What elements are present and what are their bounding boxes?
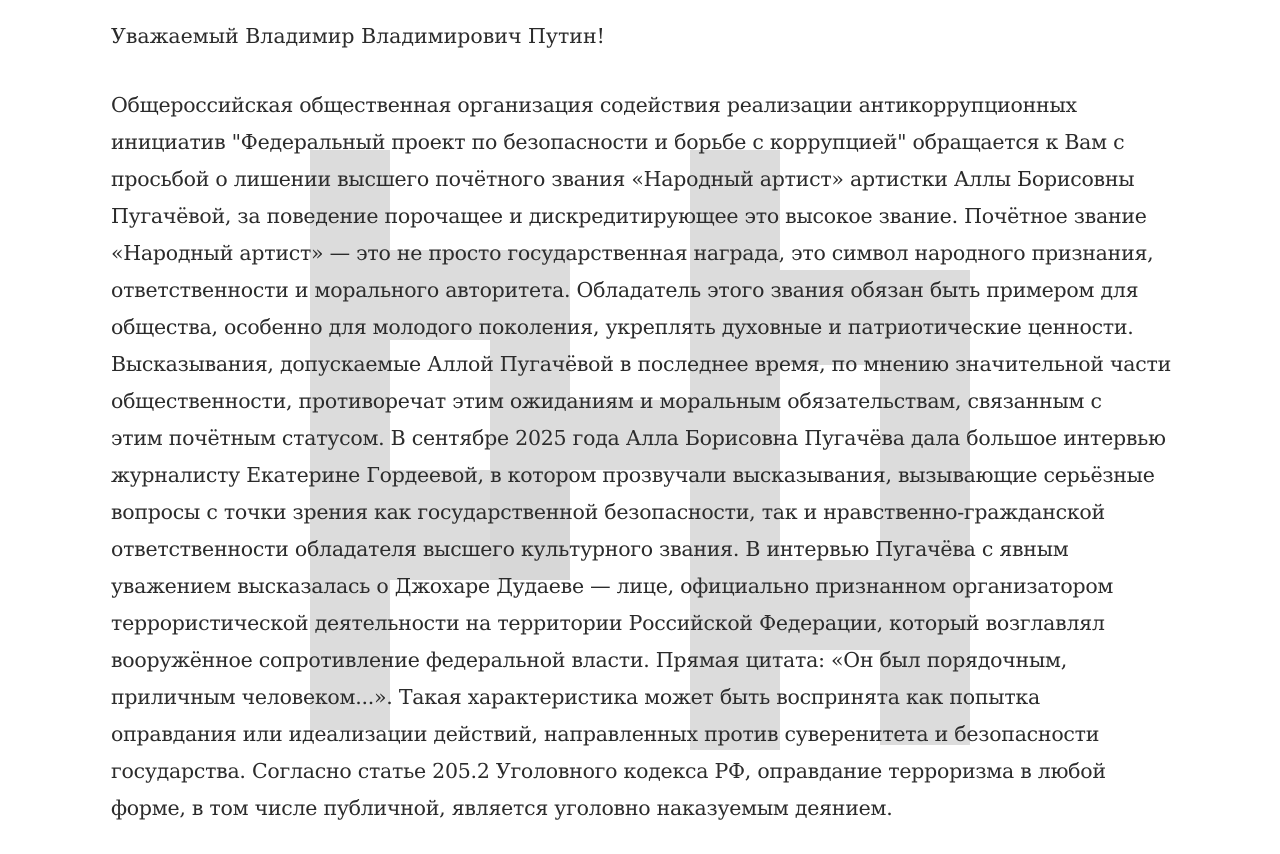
letter-line: оправдания или идеализации действий, направленных против суверенитета и безопасности xyxy=(111,722,1100,746)
letter-line: ответственности обладателя высшего культурного звания. В интервью Пугачёва с явным xyxy=(111,537,1069,561)
letter-line: террористической деятельности на территории Российской Федерации, который возглавлял xyxy=(111,611,1105,635)
letter-line: уважением высказалась о Джохаре Дудаеве — лице, официально признанном организатором xyxy=(111,574,1114,598)
letter-line: Общероссийская общественная организация содействия реализации антикоррупционных xyxy=(111,93,1077,117)
letter-line: приличным человеком...». Такая характеристика может быть воспринята как попытка xyxy=(111,685,1040,709)
letter-line: вопросы с точки зрения как государственной безопасности, так и нравственно-гражданской xyxy=(111,500,1105,524)
letter-line: Пугачёвой, за поведение порочащее и дискредитирующее это высокое звание. Почётное звание xyxy=(111,204,1147,228)
letter-salutation: Уважаемый Владимир Владимирович Путин! xyxy=(111,24,605,48)
letter-line: ответственности и морального авторитета. Обладатель этого звания обязан быть примером для xyxy=(111,278,1139,302)
letter-line: просьбой о лишении высшего почётного звания «Народный артист» артистки Аллы Борисовны xyxy=(111,167,1135,191)
letter-line: общества, особенно для молодого поколения, укреплять духовные и патриотические ценности. xyxy=(111,315,1134,339)
letter-line: журналисту Екатерине Гордеевой, в котором прозвучали высказывания, вызывающие серьёзные xyxy=(111,463,1155,487)
letter-body xyxy=(111,87,1171,827)
letter-line: Высказывания, допускаемые Аллой Пугачёвой в последнее время, по мнению значительной части xyxy=(111,352,1171,376)
letter-line: общественности, противоречат этим ожиданиям и моральным обязательствам, связанным с xyxy=(111,389,1102,413)
letter-line: этим почётным статусом. В сентябре 2025 года Алла Борисовна Пугачёва дала большое интервью xyxy=(111,426,1166,450)
letter-line: инициатив "Федеральный проект по безопасности и борьбе с коррупцией" обращается к Вам с xyxy=(111,130,1125,154)
letter-line: вооружённое сопротивление федеральной власти. Прямая цитата: «Он был порядочным, xyxy=(111,648,1067,672)
letter-line: форме, в том числе публичной, является уголовно наказуемым деянием. xyxy=(111,796,893,820)
letter-line: «Народный артист» — это не просто государственная награда, это символ народного признания, xyxy=(111,241,1154,265)
letter-line: государства. Согласно статье 205.2 Уголовного кодекса РФ, оправдание терроризма в любой xyxy=(111,759,1106,783)
